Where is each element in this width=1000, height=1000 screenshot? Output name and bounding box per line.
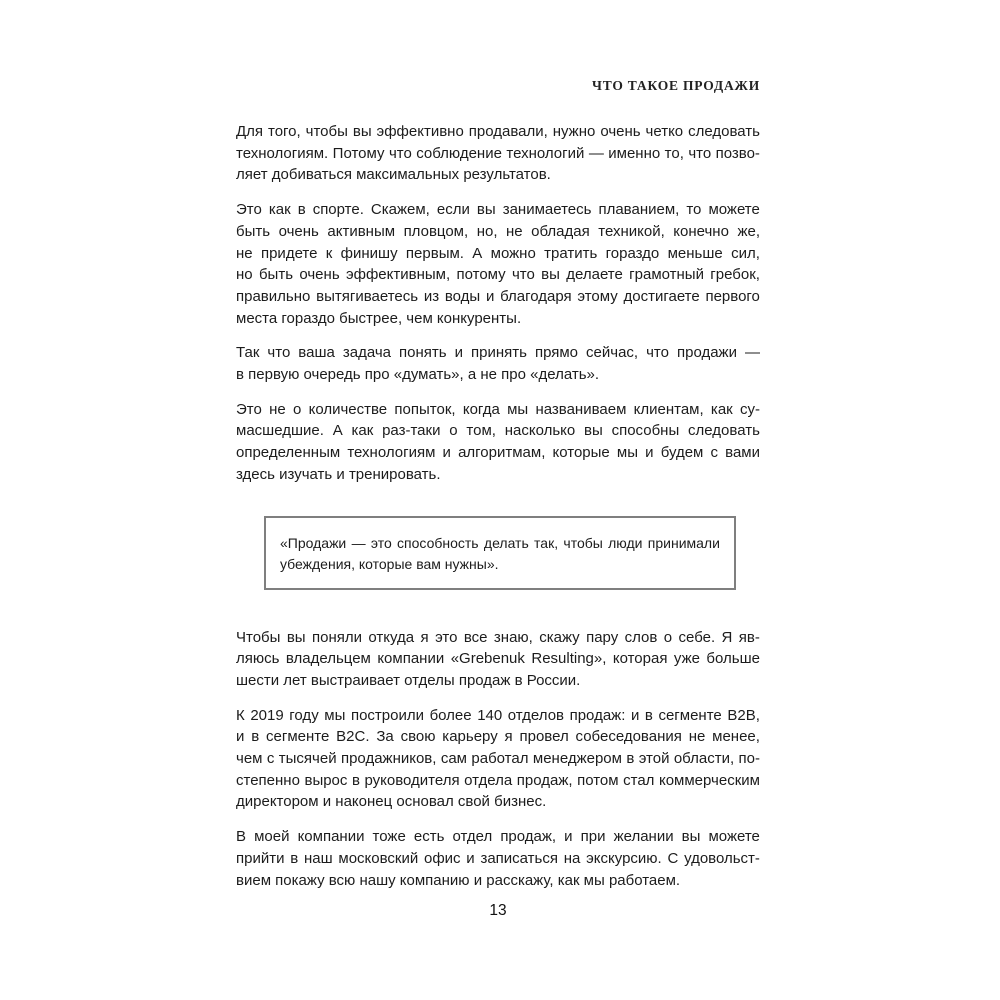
page-number: 13 [489, 902, 507, 919]
text-line: степенно вырос в руководителя отдела продаж, потом стал коммерческим [236, 771, 760, 789]
text-line: технологиям. Потому что соблюдение технологий — именно то, что позво- [236, 144, 760, 162]
paragraph [236, 121, 760, 186]
text-line: Так что ваша задача понять и принять прямо сейчас, что продажи — [236, 344, 760, 362]
text-line: вием покажу всю нашу компанию и расскажу, как мы работаем. [236, 871, 681, 889]
text-line: прийти в наш московский офис и записаться на экскурсию. С удовольст- [236, 849, 760, 867]
text-line: ляет добиваться максимальных результатов. [236, 166, 551, 184]
text-line: здесь изучать и тренировать. [236, 465, 441, 483]
text-line: но быть очень эффективным, потому что вы делаете грамотный гребок, [236, 266, 760, 284]
text-line: правильно вытягиваетесь из воды и благодаря этому достигаете первого [236, 287, 760, 305]
text-line: определенным технологиям и алгоритмам, которые мы и будем с вами [236, 444, 760, 462]
text-line: Для того, чтобы вы эффективно продавали, нужно очень четко следовать [236, 123, 760, 140]
text-line: масшедшие. А как раз-таки о том, насколько вы способны следовать [236, 422, 760, 440]
paragraph [236, 826, 760, 891]
paragraph [236, 199, 760, 329]
text-line: Чтобы вы поняли откуда я это все знаю, скажу пару слов о себе. Я яв- [236, 628, 760, 646]
text-line: Это не о количестве попыток, когда мы названиваем клиентам, как су- [236, 400, 760, 418]
text-line: места гораздо быстрее, чем конкуренты. [236, 309, 522, 327]
text-line: директором и наконец основал свой бизнес. [236, 793, 547, 811]
text-line: не придете к финишу первым. А можно тратить гораздо меньше сил, [236, 244, 760, 262]
quote-box [264, 516, 736, 590]
text-line: и в сегменте B2C. За свою карьеру я провел собеседования не менее, [236, 728, 760, 746]
text-line: шести лет выстраивает отделы продаж в России. [236, 671, 581, 689]
text-line: убеждения, которые вам нужны». [280, 555, 499, 572]
text-column [236, 121, 760, 904]
paragraph [236, 342, 760, 385]
text-line: быть очень активным пловцом, но, не обладая техникой, конечно же, [236, 222, 760, 240]
paragraph [236, 627, 760, 692]
text-line: «Продажи — это способность делать так, чтобы люди принимали [280, 534, 720, 551]
running-head: ЧТО ТАКОЕ ПРОДАЖИ [591, 78, 760, 93]
text-line: чем с тысячей продажников, сам работал менеджером в этой области, по- [236, 750, 760, 768]
text-line: в первую очередь про «думать», а не про «делать». [236, 366, 600, 384]
text-line: В моей компании тоже есть отдел продаж, и при желании вы можете [236, 828, 760, 846]
text-line: Это как в спорте. Скажем, если вы занимаетесь плаванием, то можете [236, 201, 760, 219]
paragraph [236, 705, 760, 814]
text-line: ляюсь владельцем компании «Grebenuk Resulting», которая уже больше [236, 650, 760, 668]
paragraph [236, 399, 760, 486]
text-line: К 2019 году мы построили более 140 отделов продаж: и в сегменте B2B, [236, 706, 760, 724]
